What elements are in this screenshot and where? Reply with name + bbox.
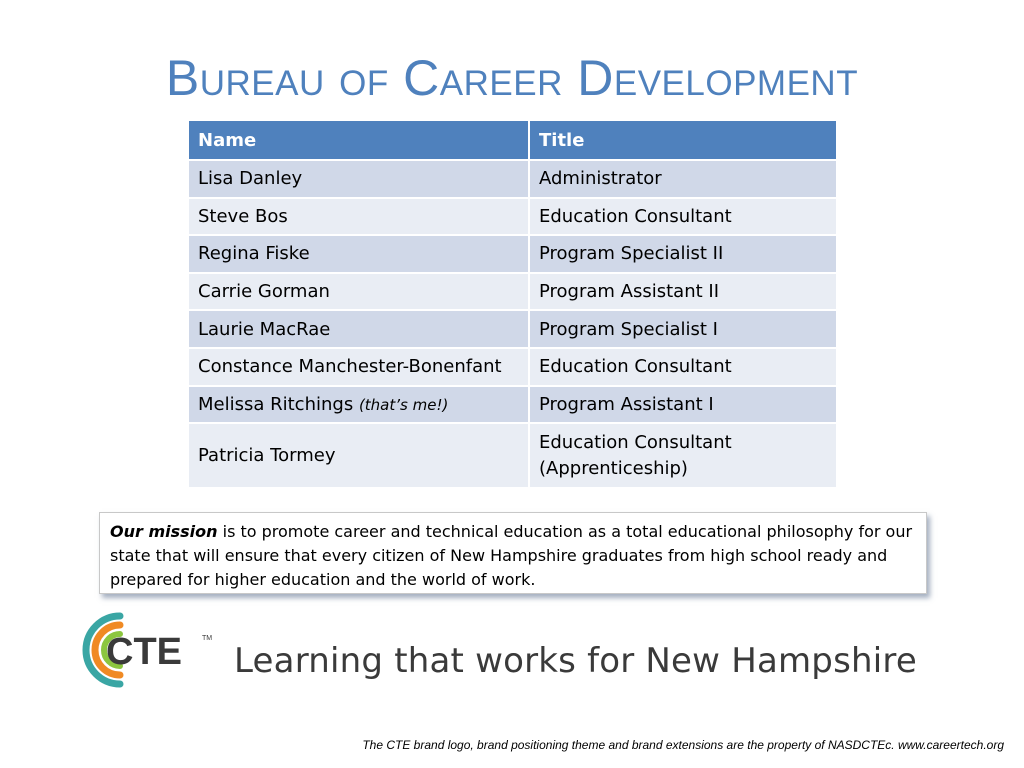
- column-header-name: Name: [188, 120, 529, 160]
- mission-text: is to promote career and technical education as a total educational philosophy for our state that will ensure that every citizen of New Hampshire graduates from high school ready and prepared for higher education and the world of work.: [110, 522, 913, 589]
- column-header-title: Title: [529, 120, 837, 160]
- logo-tm: TM: [202, 635, 213, 642]
- table-row: [188, 235, 837, 273]
- table-row: [188, 198, 837, 236]
- staff-title: Education Consultant: [529, 198, 837, 236]
- table-row: [188, 273, 837, 311]
- staff-title: Education Consultant: [529, 348, 837, 386]
- staff-title: Education Consultant: [539, 431, 732, 453]
- logo-text: CTE: [106, 631, 182, 673]
- staff-name: Melissa Ritchings: [198, 393, 354, 415]
- staff-name: Constance Manchester-Bonenfant: [188, 348, 529, 386]
- staff-name: Patricia Tormey: [188, 423, 529, 488]
- mission-lead: Our mission: [110, 522, 218, 541]
- table-row: [188, 386, 837, 424]
- table-row: [188, 310, 837, 348]
- table-row: [188, 348, 837, 386]
- mission-statement: [99, 512, 927, 594]
- table-header-row: [188, 120, 837, 160]
- footer-disclaimer: The CTE brand logo, brand positioning theme and brand extensions are the property of NASDCTEc. www.careertech.org: [362, 738, 1004, 752]
- cte-logo-icon: [80, 612, 216, 688]
- staff-title: Program Specialist I: [529, 310, 837, 348]
- staff-name: Regina Fiske: [188, 235, 529, 273]
- staff-name: Carrie Gorman: [188, 273, 529, 311]
- table-row: [188, 160, 837, 198]
- staff-title: Program Specialist II: [529, 235, 837, 273]
- staff-title: Program Assistant II: [529, 273, 837, 311]
- staff-title-cell: [529, 423, 837, 488]
- staff-title: Program Assistant I: [529, 386, 837, 424]
- staff-name: Laurie MacRae: [188, 310, 529, 348]
- table-row: [188, 423, 837, 488]
- staff-title: Administrator: [529, 160, 837, 198]
- staff-name: Steve Bos: [188, 198, 529, 236]
- staff-note: (that’s me!): [358, 395, 449, 414]
- staff-name-cell: [188, 386, 529, 424]
- staff-title-line2: (Apprenticeship): [539, 457, 688, 479]
- staff-table: [187, 119, 838, 489]
- brand-tagline: Learning that works for New Hampshire: [234, 641, 917, 681]
- page-title: Bureau of Career Development: [165, 50, 859, 106]
- staff-name: Lisa Danley: [188, 160, 529, 198]
